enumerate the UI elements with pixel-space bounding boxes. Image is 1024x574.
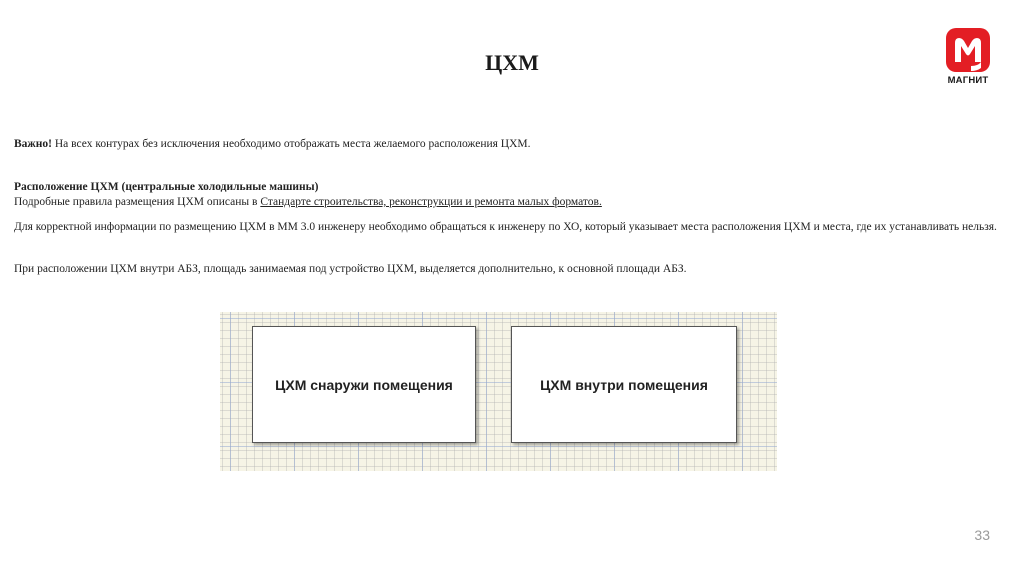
placement-text: Подробные правила размещения ЦХМ описаны в — [14, 196, 261, 208]
standard-link[interactable]: Стандарте строительства, реконструкции и ремонта малых форматов. — [260, 196, 602, 208]
box-chm-inside: ЦХМ внутри помещения — [511, 326, 737, 443]
placement-heading: Расположение ЦХМ (центральные холодильные машины) — [14, 181, 319, 193]
paragraph-engineer: Для корректной информации по размещению ЦХМ в ММ 3.0 инженеру необходимо обращаться к инженеру по ХО, который указывает места расположения ЦХМ и места, где их устанавливать нельзя. — [14, 221, 997, 233]
paragraph-placement — [14, 180, 1004, 210]
page-number: 33 — [974, 527, 990, 543]
box-chm-outside: ЦХМ снаружи помещения — [252, 326, 476, 443]
important-label: Важно! — [14, 138, 52, 150]
slide-title: ЦХМ — [485, 50, 539, 75]
magnit-logo — [944, 26, 992, 90]
paragraph-abz: При расположении ЦХМ внутри АБЗ, площадь занимаемая под устройство ЦХМ, выделяется дополнительно, к основной площади АБЗ. — [14, 263, 687, 275]
logo-text: МАГНИТ — [947, 75, 989, 86]
paragraph-important — [14, 137, 1004, 152]
important-text: На всех контурах без исключения необходимо отображать места желаемого расположения ЦХМ. — [51, 138, 531, 150]
magnit-logo-icon — [944, 26, 992, 74]
